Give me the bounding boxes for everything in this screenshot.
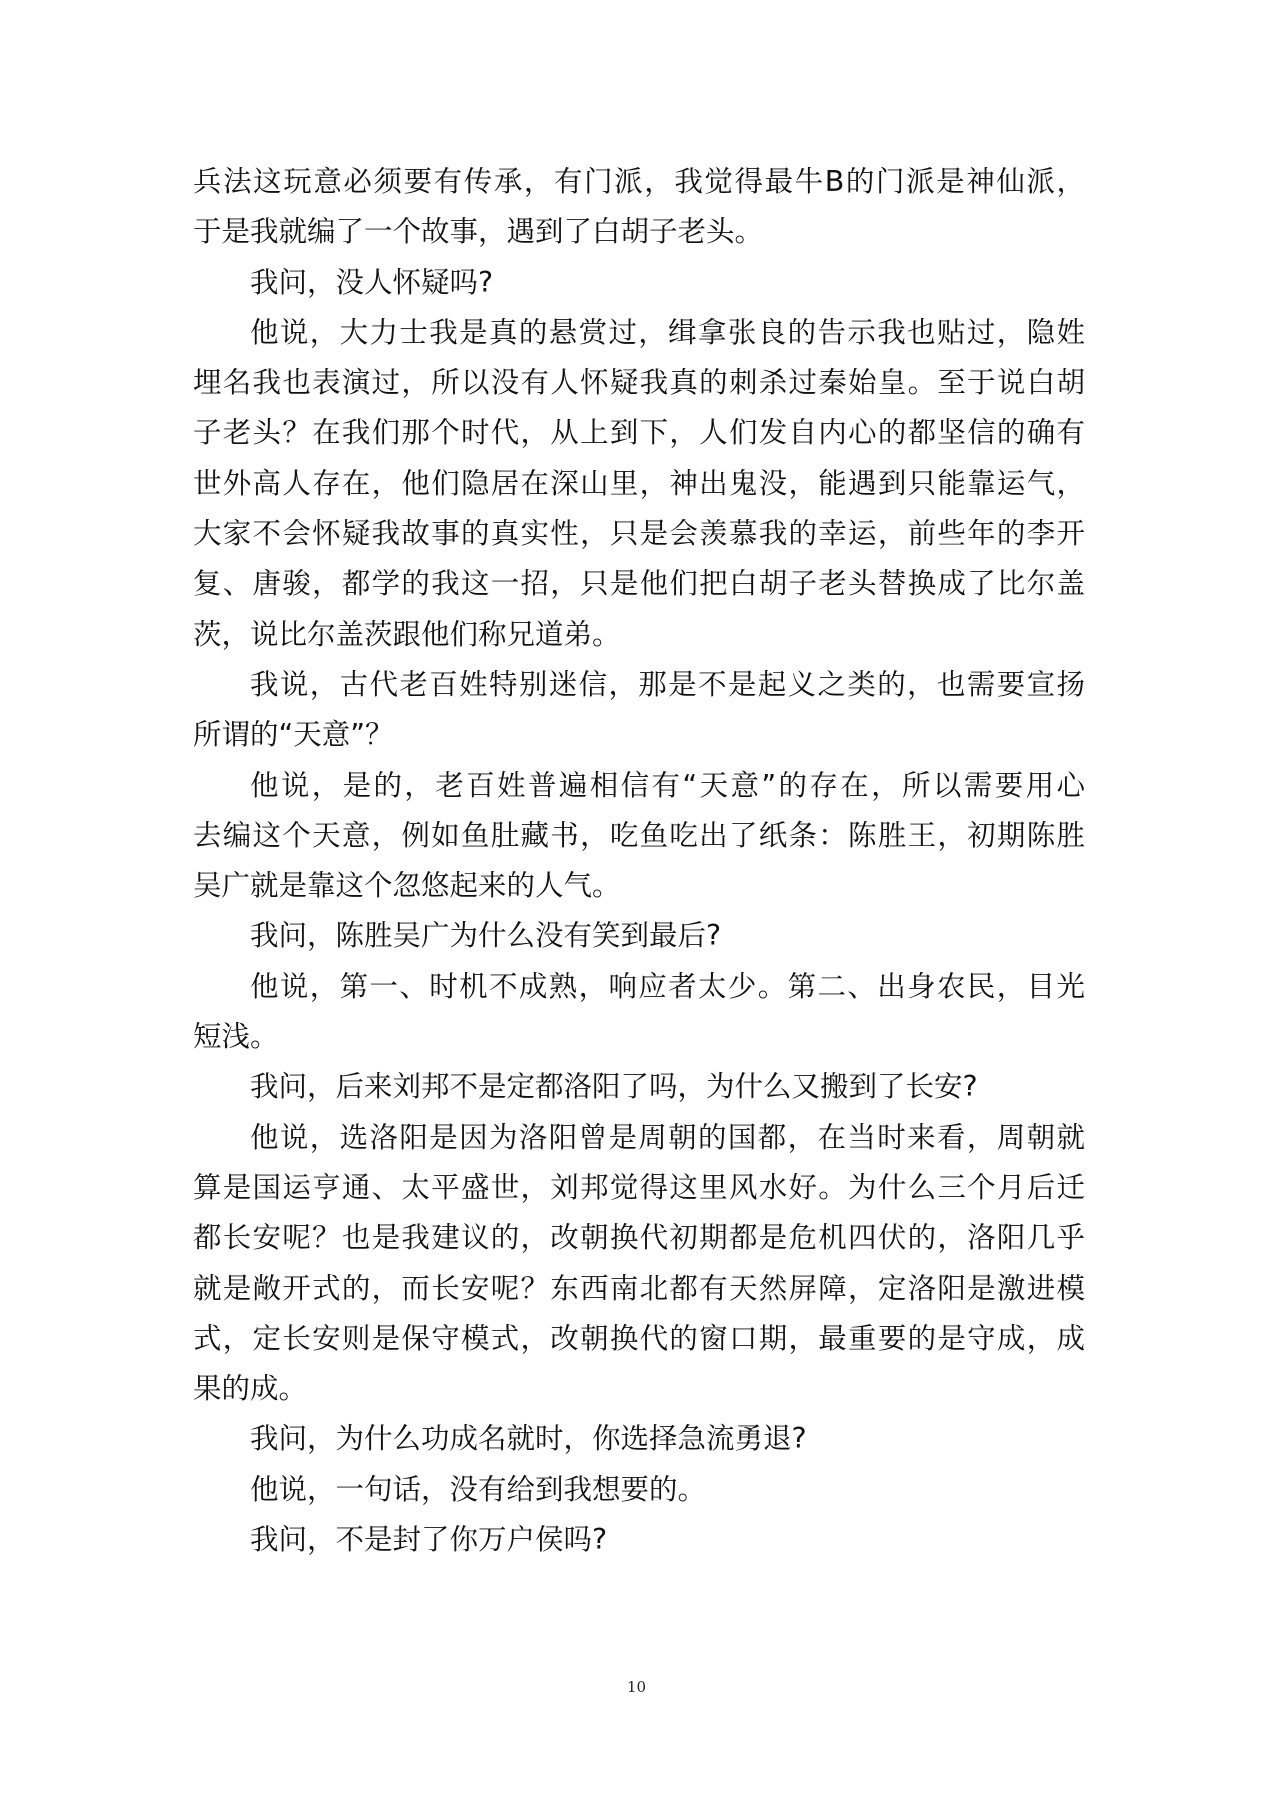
text-line: 所谓的“天意”？ (193, 718, 394, 752)
text-line: 式，定长安则是保守模式，改朝换代的窗口期，最重要的是守成，成 (193, 1321, 1085, 1355)
text-line: 茨，说比尔盖茨跟他们称兄道弟。 (193, 617, 621, 651)
text-line: 我问，为什么功成名就时，你选择急流勇退? (250, 1422, 807, 1456)
text-line: 我说，古代老百姓特别迷信，那是不是起义之类的，也需要宣扬 (250, 667, 1085, 701)
text-line: 大家不会怀疑我故事的真实性，只是会羡慕我的幸运，前些年的李开 (193, 517, 1085, 551)
text-line: 就是敞开式的，而长安呢？东西南北都有天然屏障，定洛阳是激进模 (193, 1271, 1085, 1305)
text-line: 算是国运亨通、太平盛世，刘邦觉得这里风水好。为什么三个月后迁 (193, 1170, 1085, 1204)
text-line: 我问，陈胜吴广为什么没有笑到最后? (250, 919, 722, 953)
document-body (193, 157, 1085, 1565)
text-line: 埋名我也表演过，所以没有人怀疑我真的刺杀过秦始皇。至于说白胡 (193, 366, 1085, 400)
text-line: 我问，不是封了你万户侯吗? (250, 1523, 608, 1557)
text-line: 去编这个天意，例如鱼肚藏书，吃鱼吃出了纸条：陈胜王，初期陈胜 (193, 818, 1085, 852)
text-line: 子老头？在我们那个时代，从上到下，人们发自内心的都坚信的确有 (193, 416, 1085, 450)
text-line: 他说，大力士我是真的悬赏过，缉拿张良的告示我也贴过，隐姓 (250, 315, 1085, 349)
text-line: 兵法这玩意必须要有传承，有门派，我觉得最牛B的门派是神仙派， (193, 165, 1085, 198)
text-line: 他说，是的，老百姓普遍相信有“天意”的存在，所以需要用心 (250, 768, 1085, 802)
text-line: 世外高人存在，他们隐居在深山里，神出鬼没，能遇到只能靠运气， (193, 466, 1085, 500)
text-line: 短浅。 (193, 1020, 279, 1054)
text-line: 果的成。 (193, 1372, 308, 1406)
text-line: 他说，一句话，没有给到我想要的。 (250, 1472, 707, 1506)
text-line: 于是我就编了一个故事，遇到了白胡子老头。 (193, 215, 764, 249)
text-line: 吴广就是靠这个忽悠起来的人气。 (193, 869, 621, 903)
text-line: 他说，选洛阳是因为洛阳曾是周朝的国都，在当时来看，周朝就 (250, 1120, 1085, 1154)
text-line: 我问，后来刘邦不是定都洛阳了吗，为什么又搬到了长安? (250, 1070, 978, 1104)
text-line: 我问，没人怀疑吗? (250, 265, 494, 299)
page-number: 10 (626, 1678, 647, 1696)
text-line: 复、唐骏，都学的我这一招，只是他们把白胡子老头替换成了比尔盖 (193, 567, 1085, 601)
text-line: 都长安呢？也是我建议的，改朝换代初期都是危机四伏的，洛阳几乎 (193, 1221, 1085, 1255)
text-line: 他说，第一、时机不成熟，响应者太少。第二、出身农民，目光 (250, 969, 1085, 1003)
